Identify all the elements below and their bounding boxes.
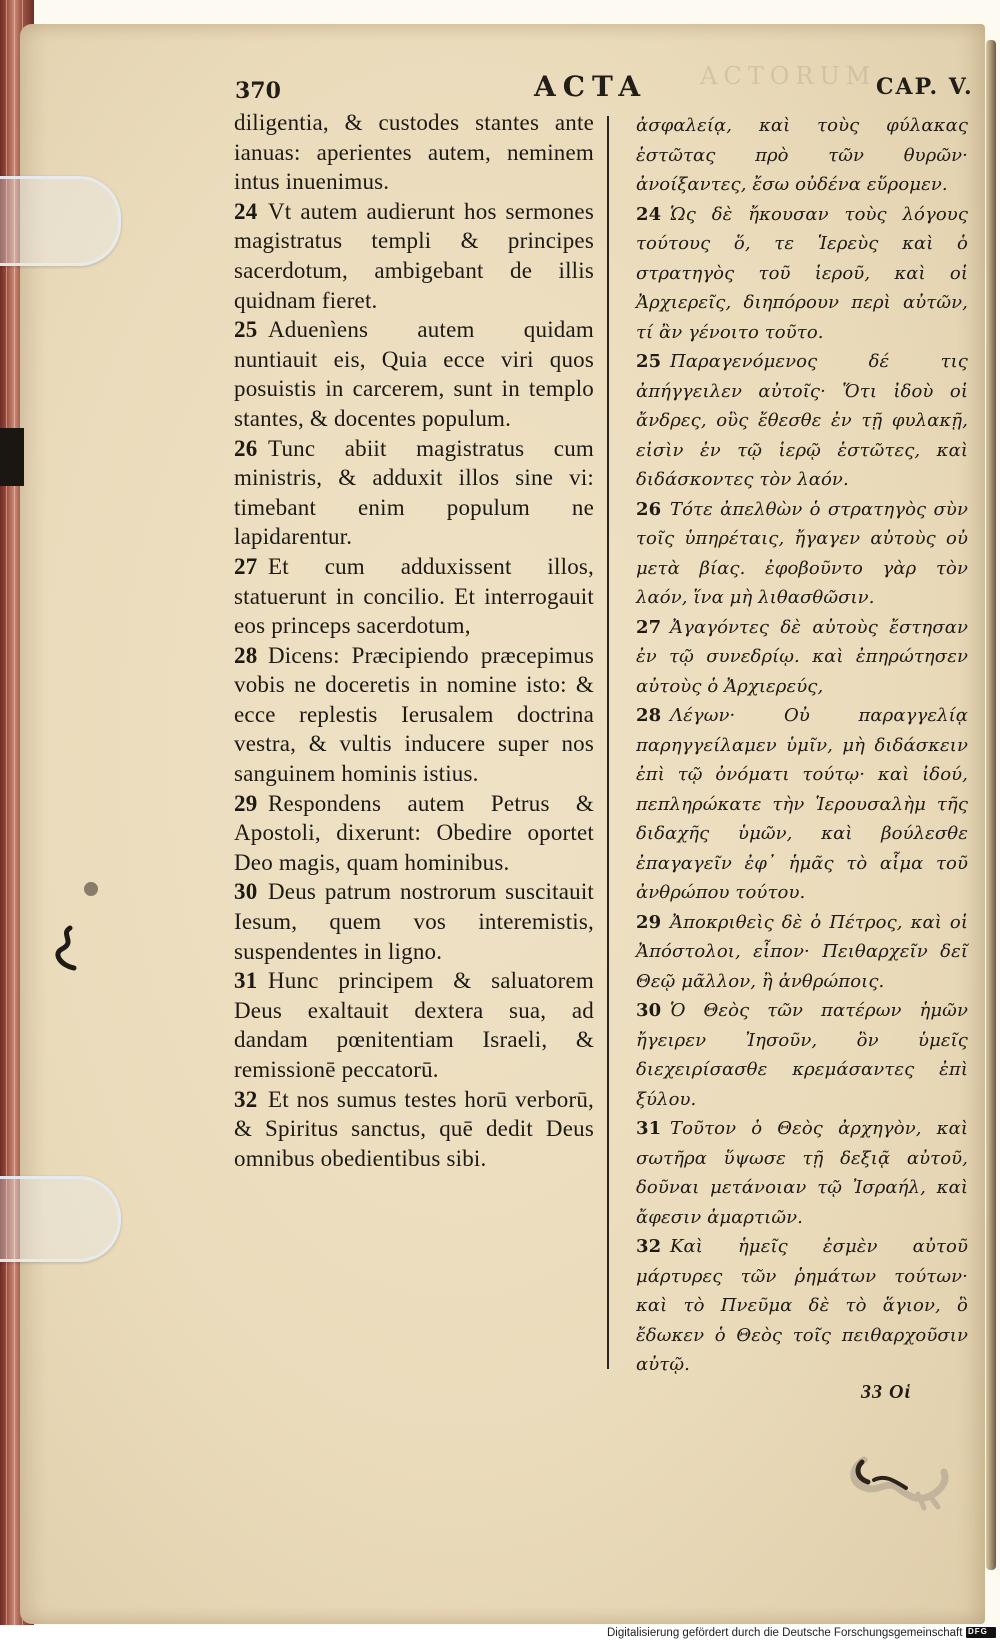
binding-tab	[0, 428, 24, 486]
latin-verse	[234, 552, 594, 641]
verse-number: 29	[636, 911, 662, 933]
paper-clip-top	[0, 176, 121, 266]
digitization-credit: Digitalisierung gefördert durch die Deutsche Forschungsgemeinschaft	[607, 1627, 963, 1639]
greek-intro-text: ἀσφαλείᾳ, καὶ τοὺς φύλακας ἑστῶτας πρὸ τῶν θυρῶν· ἀνοίξαντες, ἔσω οὐδένα εὕρομεν.	[636, 115, 968, 195]
greek-verse	[636, 495, 968, 613]
verse-number: 32	[636, 1236, 662, 1257]
ink-stamp-mark	[846, 1450, 956, 1520]
latin-verse	[234, 789, 594, 878]
verse-text: Τοῦτον ὁ Θεὸς ἀρχηγὸν, καὶ σωτῆρα ὕψωσε τῇ δεξιᾷ αὐτοῦ, δοῦναι μετάνοιαν τῷ Ἰσραήλ, καὶ ἄφεσιν ἁμαρτιῶν.	[636, 1118, 968, 1228]
bleed-through-header: ACTORUM	[700, 62, 877, 90]
verse-number: 30	[636, 1000, 662, 1021]
latin-verse	[234, 197, 594, 315]
latin-verse	[234, 966, 594, 1084]
verse-text: Deus patrum nostrorum suscitauit Iesum, quem vos interemistis, suspendentes in ligno.	[234, 879, 594, 964]
greek-verse	[636, 701, 968, 908]
greek-verse	[636, 1114, 968, 1232]
latin-verse	[234, 315, 594, 433]
verse-number: 31	[636, 1118, 662, 1139]
greek-verse	[636, 908, 968, 997]
verse-text: Ἀγαγόντες δὲ αὐτοὺς ἔστησαν ἐν τῷ συνεδρίῳ. καὶ ἐπηρώτησεν αὐτοὺς ὁ Ἀρχιερεύς,	[636, 616, 968, 697]
verse-text: Tunc abiit magistratus cum ministris, & adduxit illos sine vi: timebant enim populum ne lapidarentur.	[234, 435, 594, 550]
verse-text: Hunc principem & saluatorem Deus exaltauit dextera sua, ad dandam pœnitentiam Israeli, & remissionē peccatorū.	[234, 968, 594, 1082]
latin-verse	[234, 877, 594, 966]
verse-text: Παραγενόμενος δέ τις ἀπήγγειλεν αὐτοῖς· Ὅτι ἰδοὺ οἱ ἄνδρες, οὓς ἔθεσθε ἐν τῇ φυλακῇ, εἰσὶν ἐν τῷ ἱερῷ ἑστῶτες, καὶ διδάσκοντες τὸν λαόν.	[636, 351, 968, 490]
verse-number: 24	[234, 198, 258, 224]
latin-verse	[234, 434, 594, 552]
page-fore-edge	[986, 40, 996, 1570]
verse-text: Ἀποκριθεὶς δὲ ὁ Πέτρος, καὶ οἱ Ἀπόστολοι, εἶπον· Πειθαρχεῖν δεῖ Θεῷ μᾶλλον, ἢ ἀνθρώποις.	[636, 911, 968, 992]
greek-verse	[636, 1232, 968, 1380]
verse-text: Dicens: Præcipiendo præcepimus vobis ne doceretis in nomine isto: & ecce replestis Ierusalem doctrina vestra, & vultis inducere super nos sanguinem hominis istius.	[234, 642, 594, 787]
catchword: 33 Οἱ	[861, 1381, 911, 1403]
dfg-logo-text: DFG	[968, 1627, 988, 1636]
verse-number: 27	[234, 553, 258, 579]
greek-verse	[636, 200, 968, 348]
greek-text-column	[636, 111, 968, 1380]
verse-number: 29	[234, 790, 258, 816]
verse-text: Λέγων· Οὐ παραγγελίᾳ παρηγγείλαμεν ὑμῖν, μὴ διδάσκειν ἐπὶ τῷ ὀνόματι τούτῳ· καὶ ἰδού, πεπληρώκατε τὴν Ἱερουσαλὴμ τῆς διδαχῆς ὑμῶν, καὶ βούλεσθε ἐπαγαγεῖν ἐφ᾽ ἡμᾶς τὸ αἷμα τοῦ ἀνθρώπου τούτου.	[636, 705, 968, 903]
verse-text: Καὶ ἡμεῖς ἐσμὲν αὐτοῦ μάρτυρες τῶν ῥημάτων τούτων· καὶ τὸ Πνεῦμα δὲ τὸ ἅγιον, ὃ ἔδωκεν ὁ Θεὸς τοῖς πειθαρχοῦσιν αὐτῷ.	[636, 1236, 968, 1375]
page-number: 370	[235, 78, 281, 104]
verse-number: 28	[636, 705, 662, 726]
ink-spot	[84, 882, 98, 896]
verse-number: 26	[234, 435, 258, 461]
latin-intro-text: diligentia, & custodes stantes ante ianuas: aperientes autem, neminem intus inuenimus.	[234, 110, 594, 195]
verse-number: 32	[234, 1086, 258, 1112]
verse-number: 24	[636, 203, 662, 225]
verse-number: 26	[636, 498, 662, 520]
verse-text: Respondens autem Petrus & Apostoli, dixerunt: Obedire oportet Deo magis, quam hominibus.	[234, 790, 594, 875]
dfg-logo	[966, 1627, 996, 1638]
greek-verse	[636, 613, 968, 702]
verse-text: Τότε ἀπελθὼν ὁ στρατηγὸς σὺν τοῖς ὑπηρέταις, ἤγαγεν αὐτοὺς οὐ μετὰ βίας. ἐφοβοῦντο γὰρ τὸν λαόν, ἵνα μὴ λιθασθῶσιν.	[636, 498, 968, 608]
verse-number: 27	[636, 616, 662, 638]
running-title: ACTA	[534, 70, 648, 103]
latin-verse	[234, 641, 594, 789]
greek-verse	[636, 347, 968, 495]
verse-text: Ὁ Θεὸς τῶν πατέρων ἡμῶν ἤγειρεν Ἰησοῦν, ὃν ὑμεῖς διεχειρίσασθε κρεμάσαντες ἐπὶ ξύλου.	[636, 1000, 968, 1110]
verse-text: Vt autem audierunt hos sermones magistratus templi & principes sacerdotum, ambigebant de illis quidnam fieret.	[234, 198, 594, 313]
latin-text-column	[234, 108, 594, 1173]
verse-text: Aduenìens autem quidam nuntiauit eis, Quia ecce viri quos posuistis in carcerem, sunt in templo stantes, & docentes populum.	[234, 317, 594, 431]
verse-text: Et cum adduxissent illos, statuerunt in concilio. Et interrogauit eos princeps sacerdotum,	[234, 553, 594, 639]
verse-text: Et nos sumus testes horū verborū, & Spiritus sanctus, quē dedit Deus omnibus obedientibus sibi.	[234, 1086, 594, 1171]
chapter-heading: CAP. V.	[876, 74, 974, 100]
verse-number: 25	[234, 317, 258, 343]
greek-verse	[636, 996, 968, 1114]
verse-number: 30	[234, 879, 258, 905]
verse-text: Ὡς δὲ ἤκουσαν τοὺς λόγους τούτους ὅ, τε Ἱερεὺς καὶ ὁ στρατηγὸς τοῦ ἱεροῦ, καὶ οἱ Ἀρχιερεῖς, διηπόρουν περὶ αὐτῶν, τί ἂν γένοιτο τοῦτο.	[636, 203, 968, 343]
verse-number: 25	[636, 351, 662, 372]
ink-squiggle-mark	[52, 924, 82, 974]
verse-number: 28	[234, 642, 258, 668]
paper-clip-bottom	[0, 1176, 121, 1262]
column-divider	[607, 116, 609, 1369]
verse-number: 31	[234, 968, 258, 994]
latin-verse	[234, 1085, 594, 1174]
